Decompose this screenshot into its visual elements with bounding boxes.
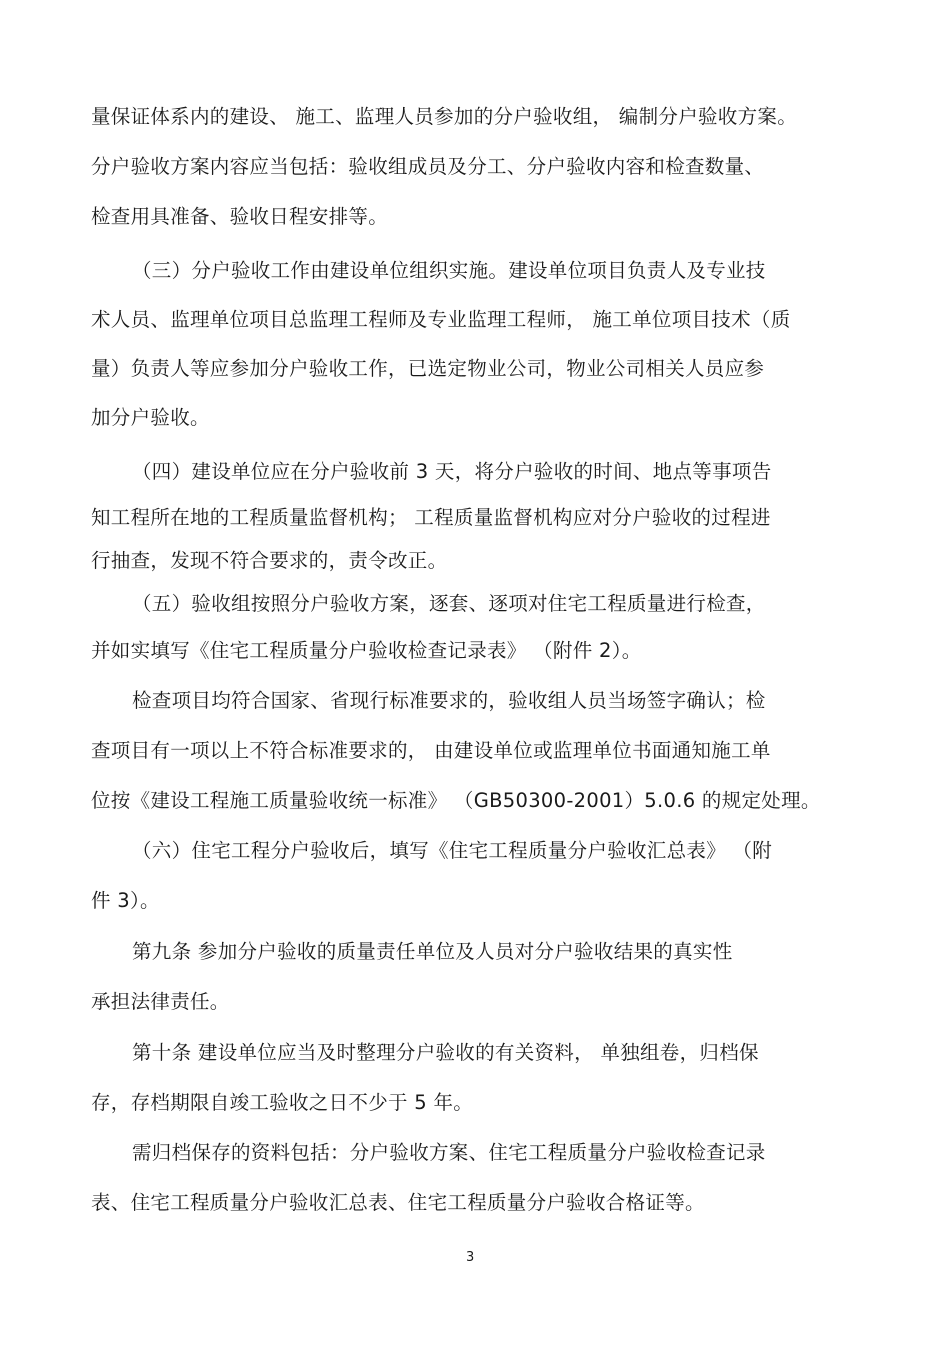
text-line-13: 检查项目均符合国家、省现行标准要求的，验收组人员当场签字确认；检 (132, 689, 766, 712)
text-line-23: 表、住宅工程质量分户验收汇总表、住宅工程质量分户验收合格证等。 (91, 1191, 705, 1214)
text-line-16: （六）住宅工程分户验收后，填写《住宅工程质量分户验收汇总表》 （附 (132, 839, 773, 862)
text-line-8: （四）建设单位应在分户验收前 3 天，将分户验收的时间、地点等事项告 (132, 460, 772, 483)
text-line-19: 承担法律责任。 (91, 990, 230, 1013)
text-line-5: 术人员、监理单位项目总监理工程师及专业监理工程师， 施工单位项目技术（质 (91, 308, 791, 331)
text-line-7: 加分户验收。 (91, 406, 210, 429)
text-line-4: （三）分户验收工作由建设单位组织实施。建设单位项目负责人及专业技 (132, 259, 766, 282)
text-line-6: 量）负责人等应参加分户验收工作，已选定物业公司，物业公司相关人员应参 (91, 357, 765, 380)
text-line-18: 第九条 参加分户验收的质量责任单位及人员对分户验收结果的真实性 (132, 940, 733, 963)
text-line-20: 第十条 建设单位应当及时整理分户验收的有关资料， 单独组卷，归档保 (132, 1041, 759, 1064)
text-line-22: 需归档保存的资料包括：分户验收方案、住宅工程质量分户验收检查记录 (132, 1141, 766, 1164)
text-line-9: 知工程所在地的工程质量监督机构； 工程质量监督机构应对分户验收的过程进 (91, 506, 771, 529)
text-line-11: （五）验收组按照分户验收方案，逐套、逐项对住宅工程质量进行检查， (132, 592, 766, 615)
text-line-17: 件 3）。 (91, 889, 160, 912)
text-line-15: 位按《建设工程施工质量验收统一标准》 （GB50300-2001）5.0.6 的规定处理。 (91, 789, 821, 812)
text-line-2: 分户验收方案内容应当包括：验收组成员及分工、分户验收内容和检查数量、 (91, 155, 765, 178)
text-line-12: 并如实填写《住宅工程质量分户验收检查记录表》 （附件 2）。 (91, 639, 642, 662)
text-line-3: 检查用具准备、验收日程安排等。 (91, 205, 389, 228)
text-line-1: 量保证体系内的建设、 施工、监理人员参加的分户验收组， 编制分户验收方案。 (91, 105, 797, 128)
text-line-10: 行抽查，发现不符合要求的，责令改正。 (91, 549, 448, 572)
text-line-14: 查项目有一项以上不符合标准要求的， 由建设单位或监理单位书面通知施工单 (91, 739, 771, 762)
text-line-21: 存，存档期限自竣工验收之日不少于 5 年。 (91, 1091, 474, 1114)
page-number: 3 (466, 1250, 475, 1265)
